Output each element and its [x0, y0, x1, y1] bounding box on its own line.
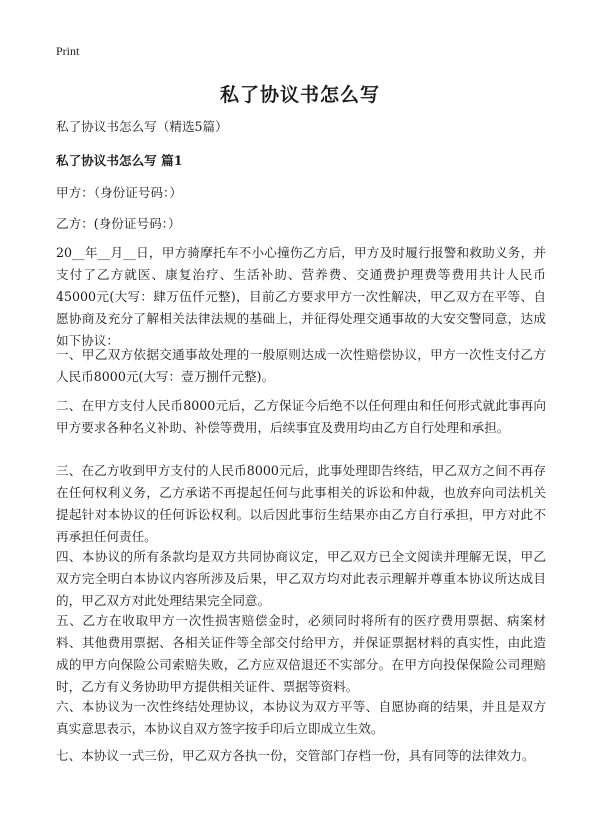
print-link[interactable]: Print: [56, 44, 80, 58]
paragraph-clause-6: 六、本协议为一次性终结处理协议，本协议为双方平等、自愿协商的结果，并且是双方真实意思表示，本协议自双方签字按手印后立即成立生效。: [56, 699, 546, 736]
document-subtitle: 私了协议书怎么写（精选5篇）: [56, 119, 228, 134]
document-title: 私了协议书怎么写: [219, 84, 380, 106]
paragraph-clause-3: 三、在乙方收到甲方支付的人民币8000元后，此事处理即告终结，甲乙双方之间不再存在任何权利义务，乙方承诺不再提起任何与此事相关的诉讼和仲裁，也放弃向司法机关提起针对本协议的任何诉讼权利。以后因此事衍生结果亦由乙方自行承担，甲方对此不再承担任何责任。: [56, 463, 546, 544]
paragraph-clause-2: 二、在甲方支付人民币8000元后，乙方保证今后绝不以任何理由和任何形式就此事再向甲方要求各种名义补助、补偿等费用，后续事宜及费用均由乙方自行处理和承担。: [56, 398, 546, 435]
paragraph-clause-5: 五、乙方在收取甲方一次性损害赔偿金时，必须同时将所有的医疗费用票据、病案材料、其他费用票据、各相关证件等全部交付给甲方，并保证票据材料的真实性，由此造成的甲方向保险公司索赔失败，乙方应双倍退还不实部分。在甲方向投保保险公司理赔时，乙方有义务协助甲方提供相关证件、票据等资料。: [56, 613, 546, 694]
party-b-line: 乙方：(身份证号码：）: [56, 216, 181, 231]
section-heading: 私了协议书怎么写 篇1: [56, 153, 183, 168]
paragraph-clause-1: 一、甲乙双方依据交通事故处理的一般原则达成一次性赔偿协议，甲方一次性支付乙方人民币8000元(大写：壹万捌仟元整)。: [56, 347, 546, 384]
paragraph-clause-7: 七、本协议一式三份，甲乙双方各执一份，交管部门存档一份，具有同等的法律效力。: [56, 748, 535, 763]
paragraph-clause-4: 四、本协议的所有条款均是双方共同协商议定，甲乙双方已全文阅读并理解无误，甲乙双方完全明白本协议内容所涉及后果，甲乙双方均对此表示理解并尊重本协议所达成目的，甲乙双方对此处理结果完全同意。: [56, 549, 546, 608]
paragraph-intro: 20__年__月__日，甲方骑摩托车不小心撞伤乙方后，甲方及时履行报警和救助义务，并支付了乙方就医、康复治疗、生活补助、营养费、交通费护理费等费用共计人民币45000元(大写：肆万伍仟元整)，目前乙方要求甲方一次性解决，甲乙双方在平等、自愿协商及充分了解相关法律法规的基础上，并征得处理交通事故的大安交警同意，达成如下协议：: [56, 245, 546, 348]
party-a-line: 甲方：（身份证号码：）: [56, 185, 182, 200]
